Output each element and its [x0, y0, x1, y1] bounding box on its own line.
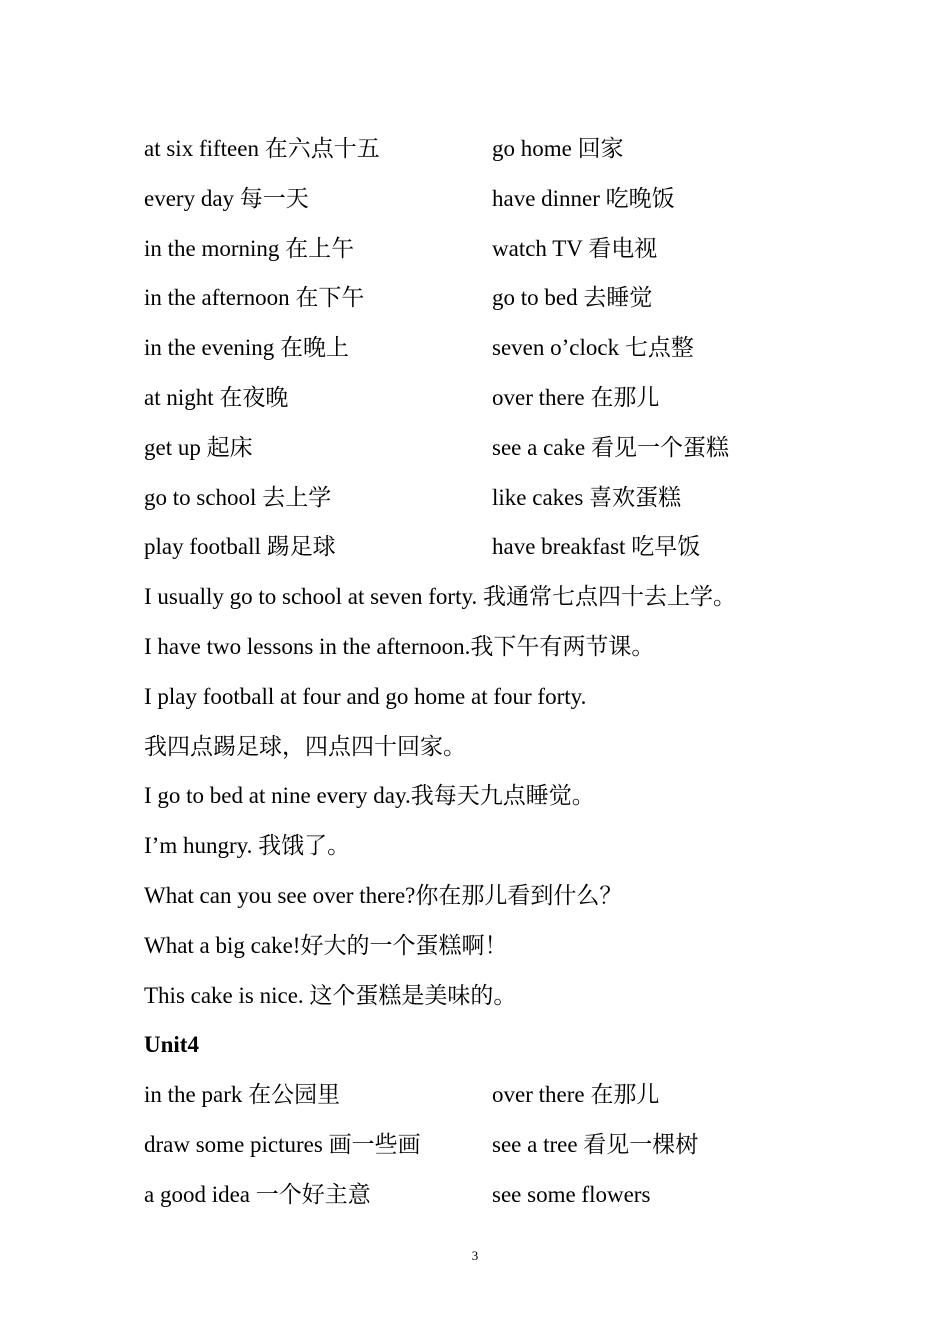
sentence-line: I have two lessons in the afternoon.我下午有两节课。 [144, 633, 655, 659]
vocab-row [144, 1174, 824, 1224]
vocab-row [144, 477, 824, 527]
vocab-right: over there 在那儿 [492, 1082, 660, 1108]
vocab-left: play football 踢足球 [144, 534, 336, 560]
page-number: 3 [471, 1248, 479, 1263]
vocab-right: like cakes 喜欢蛋糕 [492, 484, 682, 510]
vocab-left: at six fifteen 在六点十五 [144, 136, 380, 161]
sentence-line: 我四点踢足球，四点四十回家。 [144, 733, 466, 759]
unit-heading: Unit4 [144, 1032, 199, 1058]
vocab-left: every day 每一天 [144, 185, 309, 211]
vocab-left: go to school 去上学 [144, 484, 332, 510]
vocab-right: go to bed 去睡觉 [492, 285, 653, 311]
vocab-row [144, 277, 824, 327]
sentence-line: I’m hungry. 我饿了。 [144, 833, 351, 859]
page-content [144, 128, 824, 1224]
vocab-row [144, 327, 824, 377]
vocab-right: see some flowers [492, 1181, 651, 1207]
vocab-left: in the evening 在晚上 [144, 335, 350, 361]
sentence-line: What a big cake!好大的一个蛋糕啊！ [144, 932, 508, 958]
sentence-line: I play football at four and go home at four forty. [144, 683, 587, 709]
vocab-right: see a cake 看见一个蛋糕 [492, 434, 729, 460]
vocab-row [144, 178, 824, 228]
vocab-left: in the afternoon 在下午 [144, 285, 365, 311]
vocab-row [144, 377, 824, 427]
sentence-line: I usually go to school at seven forty. 我通常七点四十去上学。 [144, 584, 736, 610]
sentence-line: I go to bed at nine every day.我每天九点睡觉。 [144, 783, 595, 809]
vocab-row [144, 526, 824, 576]
vocab-row [144, 128, 824, 178]
vocab-right: have breakfast 吃早饭 [492, 534, 701, 560]
vocab-right: over there 在那儿 [492, 384, 660, 410]
vocab-right: go home 回家 [492, 136, 624, 161]
vocab-left: get up 起床 [144, 434, 253, 460]
vocab-left: in the morning 在上午 [144, 235, 355, 261]
vocab-left: a good idea 一个好主意 [144, 1181, 371, 1207]
vocab-row [144, 427, 824, 477]
sentence-line: This cake is nice. 这个蛋糕是美味的。 [144, 982, 517, 1008]
vocab-left: in the park 在公园里 [144, 1082, 341, 1108]
vocab-right: seven o’clock 七点整 [492, 335, 694, 361]
vocab-row [144, 228, 824, 278]
vocab-row [144, 1124, 824, 1174]
vocab-row [144, 1074, 824, 1124]
sentence-line: What can you see over there?你在那儿看到什么？ [144, 882, 623, 908]
vocab-right: see a tree 看见一棵树 [492, 1131, 699, 1157]
vocab-right: watch TV 看电视 [492, 235, 658, 261]
vocab-left: draw some pictures 画一些画 [144, 1131, 421, 1157]
vocab-right: have dinner 吃晚饭 [492, 185, 675, 211]
vocab-left: at night 在夜晚 [144, 384, 289, 410]
